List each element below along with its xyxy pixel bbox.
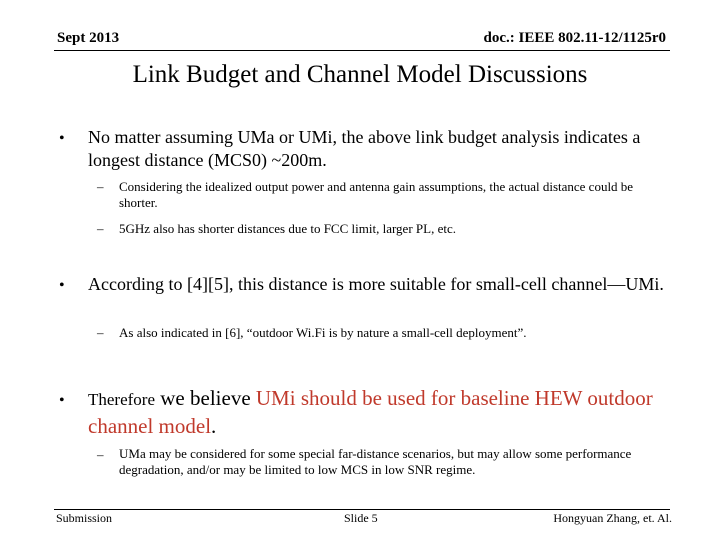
header-divider: [54, 50, 670, 51]
bullet-1-text: No matter assuming UMa or UMi, the above link budget analysis indicates a longest distance (MCS0) ~200m.: [88, 127, 641, 170]
bullet-marker: •: [59, 277, 65, 294]
bullet-2-sub-1: As also indicated in [6], “outdoor Wi.Fi is by nature a small-cell deployment”.: [119, 325, 527, 340]
bullet-2-text: According to [4][5], this distance is more suitable for small-cell channel—UMi.: [88, 274, 664, 294]
bullet-3-prefix: Therefore: [88, 390, 156, 409]
bullet-3-text: [88, 385, 678, 439]
footer-submission: Submission: [56, 511, 113, 525]
sub-bullet-marker: –: [97, 325, 104, 340]
sub-bullet-marker: –: [97, 447, 104, 462]
sub-bullet-marker: –: [97, 221, 104, 236]
sub-bullet-marker: –: [97, 179, 104, 194]
bullet-marker: •: [59, 130, 65, 147]
bullet-3-highlight: UMi should be used for baseline HEW outdoor channel model: [88, 386, 653, 438]
footer-author: Hongyuan Zhang, et. Al.: [553, 511, 672, 525]
bullet-1-sub-1: Considering the idealized output power and antenna gain assumptions, the actual distance could be shorter.: [119, 179, 634, 210]
bullet-1-sub-2: 5GHz also has shorter distances due to FCC limit, larger PL, etc.: [119, 221, 456, 236]
bullet-marker: •: [59, 392, 65, 409]
slide-title: Link Budget and Channel Model Discussions: [132, 61, 588, 88]
footer-slide-number: Slide 5: [344, 511, 378, 525]
bullet-3-normal: we believe: [155, 386, 256, 410]
footer-divider: [54, 509, 670, 510]
bullet-3-suffix: .: [211, 414, 217, 438]
header-doc-id: doc.: IEEE 802.11-12/1125r0: [483, 30, 666, 46]
bullet-3-sub-1: UMa may be considered for some special far-distance scenarios, but may allow some performance degradation, and/or may be limited to low MCS in low SNR regime.: [119, 446, 632, 477]
header-date: Sept 2013: [57, 30, 120, 46]
